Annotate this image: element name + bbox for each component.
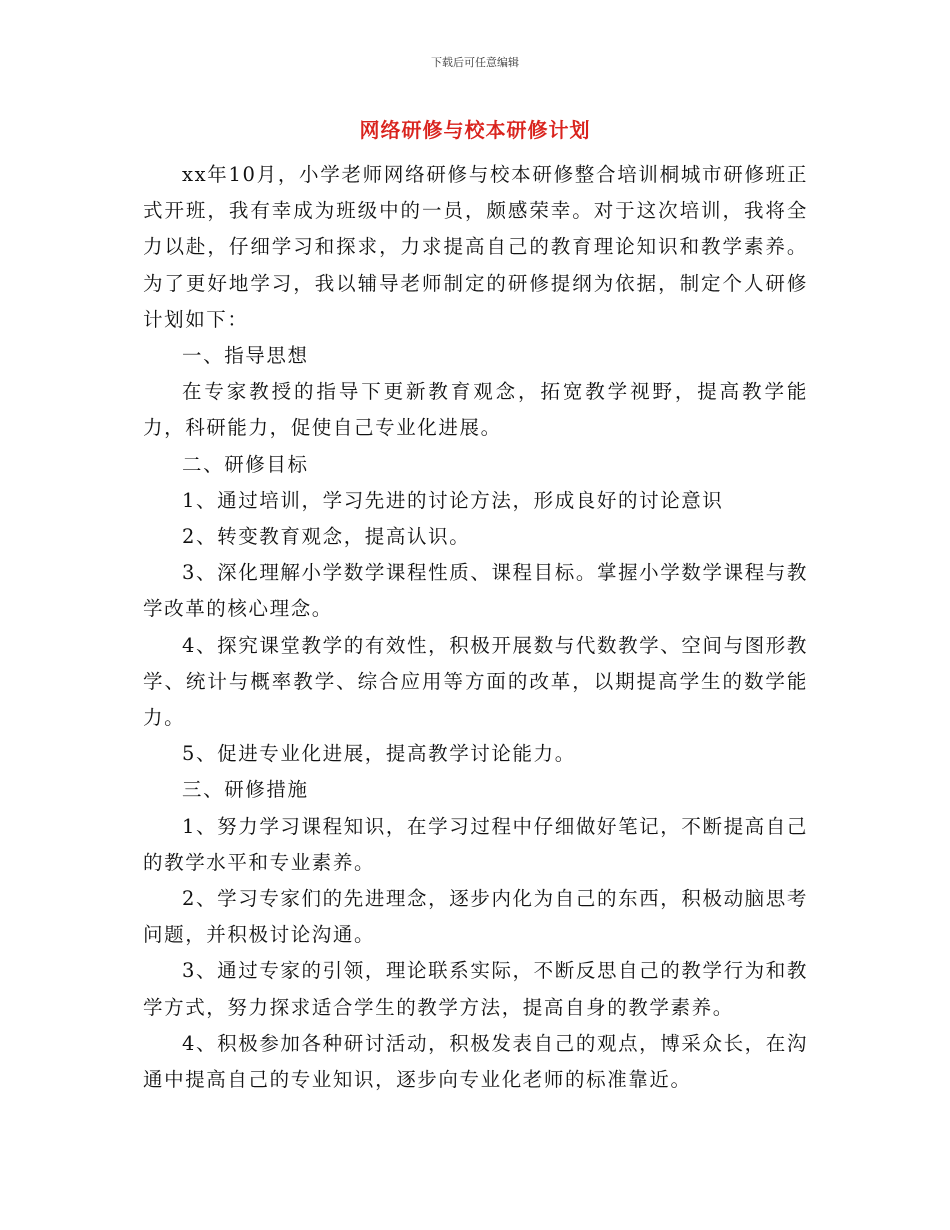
header-note: 下载后可任意编辑 bbox=[431, 56, 519, 69]
paragraph-intro: xx年10月，小学老师网络研修与校本研修整合培训桐城市研修班正式开班，我有幸成为班级中的一员，颇感荣幸。对于这次培训，我将全力以赴，仔细学习和探求，力求提高自己的教育理论知识和教学素养。为了更好地学习，我以辅导老师制定的研修提纲为依据，制定个人研修计划如下： bbox=[143, 163, 808, 331]
goal-item-1: 1、通过培训，学习先进的讨论方法，形成良好的讨论意识 bbox=[182, 488, 724, 512]
goal-item-2: 2、转变教育观念，提高认识。 bbox=[182, 525, 471, 549]
section-heading-guiding-thought: 一、指导思想 bbox=[182, 344, 309, 368]
measure-item-4: 4、积极参加各种研讨活动，积极发表自己的观点，博采众长，在沟通中提高自己的专业知识，逐步向专业化老师的标准靠近。 bbox=[143, 1031, 808, 1092]
goal-item-5: 5、促进专业化进展，提高教学讨论能力。 bbox=[182, 742, 576, 766]
goal-item-3: 3、深化理解小学数学课程性质、课程目标。掌握小学数学课程与教学改革的核心理念。 bbox=[143, 561, 808, 621]
section-heading-goals: 二、研修目标 bbox=[182, 452, 309, 476]
section-heading-measures: 三、研修措施 bbox=[182, 778, 309, 802]
measure-item-2: 2、学习专家们的先进理念，逐步内化为自己的东西，积极动脑思考问题，并积极讨论沟通。 bbox=[143, 887, 808, 947]
document-body bbox=[143, 157, 808, 1098]
goal-item-4: 4、探究课堂教学的有效性，积极开展数与代数教学、空间与图形教学、统计与概率教学、综合应用等方面的改革，以期提高学生的数学能力。 bbox=[143, 633, 808, 730]
measure-item-3: 3、通过专家的引领，理论联系实际，不断反思自己的教学行为和教学方式，努力探求适合学生的教学方法，提高自身的教学素养。 bbox=[143, 959, 808, 1019]
paragraph-guiding-thought: 在专家教授的指导下更新教育观念，拓宽教学视野，提高教学能力，科研能力，促使自己专业化进展。 bbox=[143, 380, 808, 440]
measure-item-1: 1、努力学习课程知识，在学习过程中仔细做好笔记，不断提高自己的教学水平和专业素养。 bbox=[143, 814, 808, 874]
document-title: 网络研修与校本研修计划 bbox=[359, 118, 591, 142]
